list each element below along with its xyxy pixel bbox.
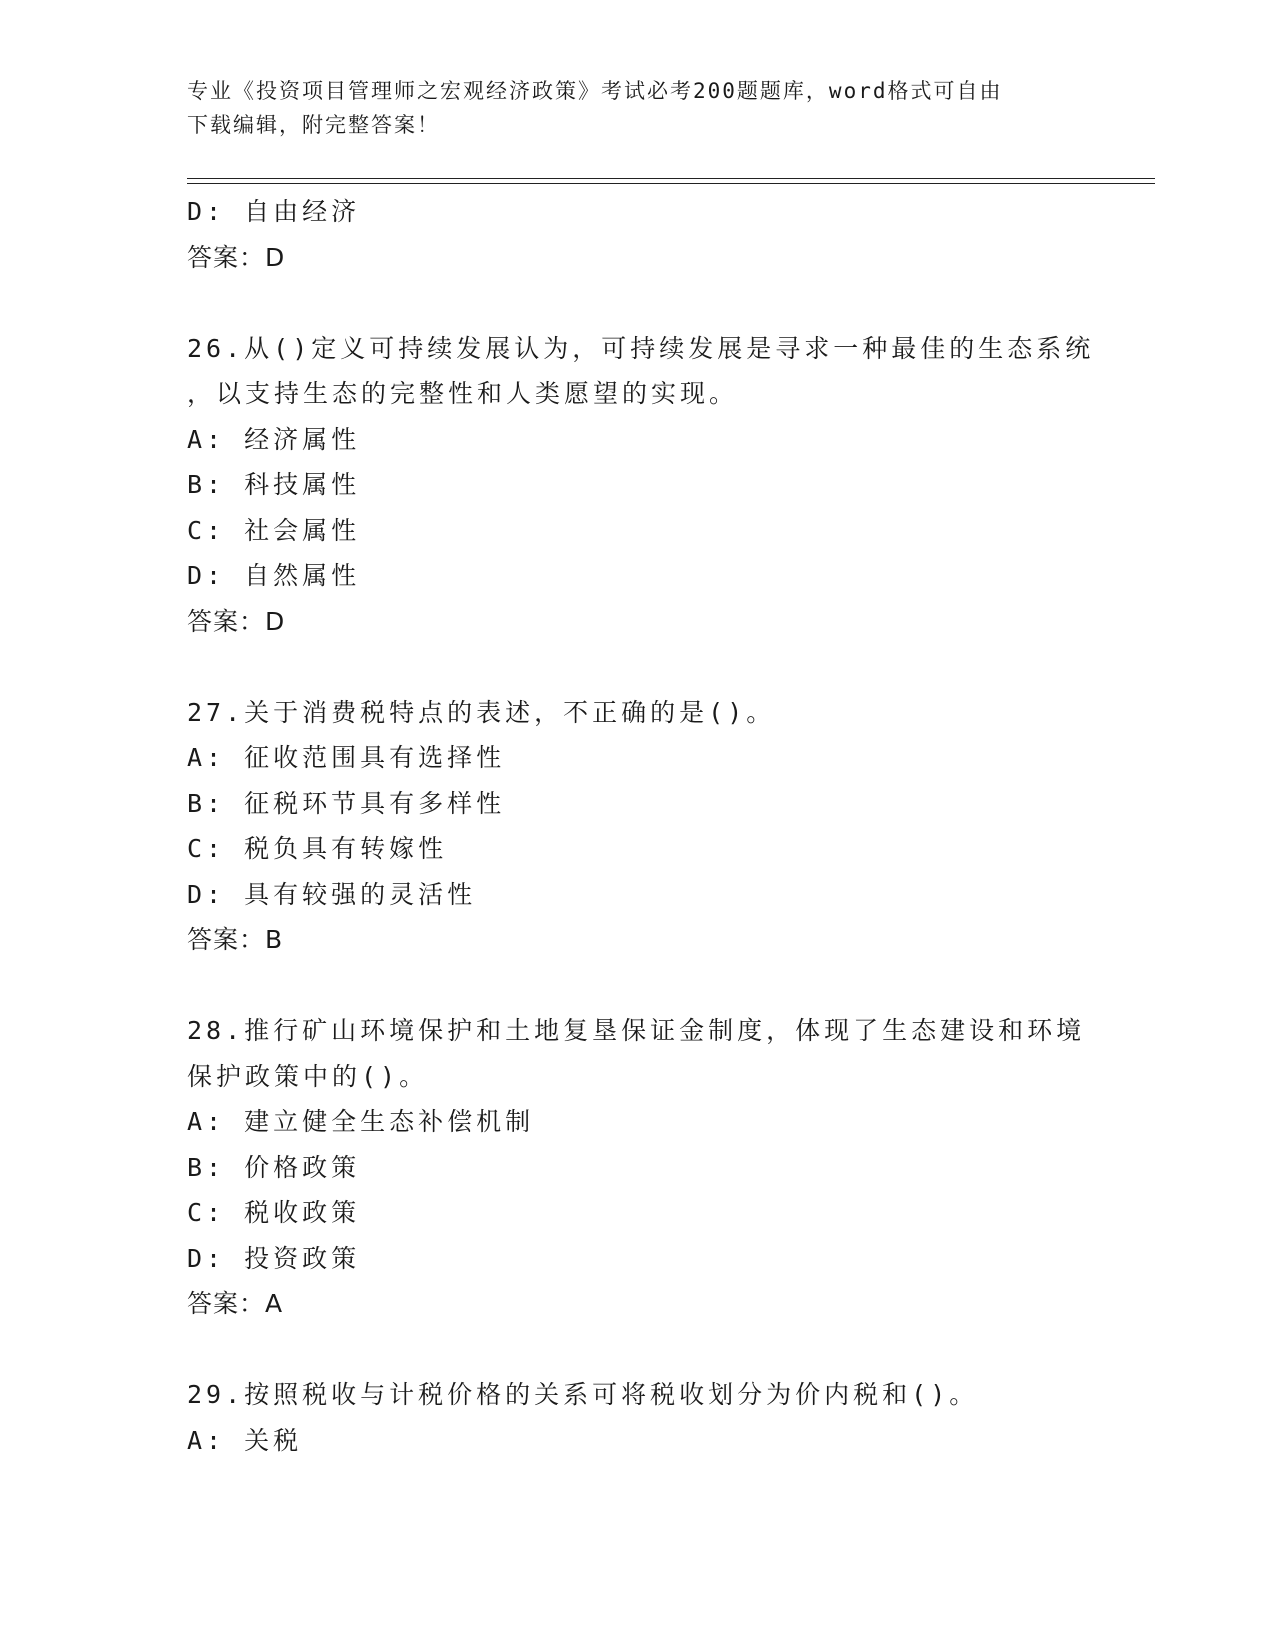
question-28 (187, 1008, 1087, 1327)
option-c: C: 社会属性 (187, 515, 361, 545)
header-divider-top (187, 178, 1155, 179)
previous-question (187, 189, 1087, 280)
answer-line: 答案：B (187, 925, 284, 954)
option-d: D: 投资政策 (187, 1243, 361, 1273)
header-divider-bottom (187, 183, 1155, 184)
document-header (187, 74, 1067, 142)
option-d: D: 自然属性 (187, 561, 361, 590)
question-stem: 29.按照税收与计税价格的关系可将税收划分为价内税和()。 (187, 1380, 979, 1409)
spacer (187, 963, 1087, 1009)
spacer (187, 644, 1087, 690)
header-line-2: 下载编辑，附完整答案！ (187, 113, 440, 137)
question-stem-continued: ，以支持生态的完整性和人类愿望的实现。 (187, 379, 739, 408)
question-26 (187, 326, 1095, 645)
option-b: B: 科技属性 (187, 470, 361, 499)
answer-line: 答案：D (187, 606, 286, 636)
question-stem: 28.推行矿山环境保护和土地复垦保证金制度，体现了生态建设和环境 (187, 1016, 1086, 1045)
option-b: B: 价格政策 (187, 1152, 361, 1182)
option-c: C: 税负具有转嫁性 (187, 834, 448, 863)
option-a: A: 建立健全生态补偿机制 (187, 1107, 535, 1136)
answer-line: 答案：D (187, 242, 286, 272)
question-list (187, 189, 1095, 1463)
option-d: D: 具有较强的灵活性 (187, 879, 477, 909)
answer-line: 答案：A (187, 1289, 284, 1318)
spacer (187, 280, 1087, 326)
option-a: A: 经济属性 (187, 424, 361, 454)
option-a: A: 征收范围具有选择性 (187, 743, 506, 772)
question-27 (187, 690, 1087, 963)
option-d: D: 自由经济 (187, 197, 361, 226)
option-a: A: 关税 (187, 1425, 303, 1455)
question-stem: 26.从()定义可持续发展认为，可持续发展是寻求一种最佳的生态系统 (187, 333, 1095, 363)
question-stem-continued: 保护政策中的()。 (187, 1061, 429, 1091)
option-b: B: 征税环节具有多样性 (187, 788, 506, 818)
spacer (187, 1327, 1087, 1373)
question-stem: 27.关于消费税特点的表述，不正确的是()。 (187, 697, 776, 727)
header-line-1: 专业《投资项目管理师之宏观经济政策》考试必考200题题库，word格式可自由 (187, 79, 1003, 103)
question-29 (187, 1372, 1087, 1463)
option-c: C: 税收政策 (187, 1198, 361, 1227)
